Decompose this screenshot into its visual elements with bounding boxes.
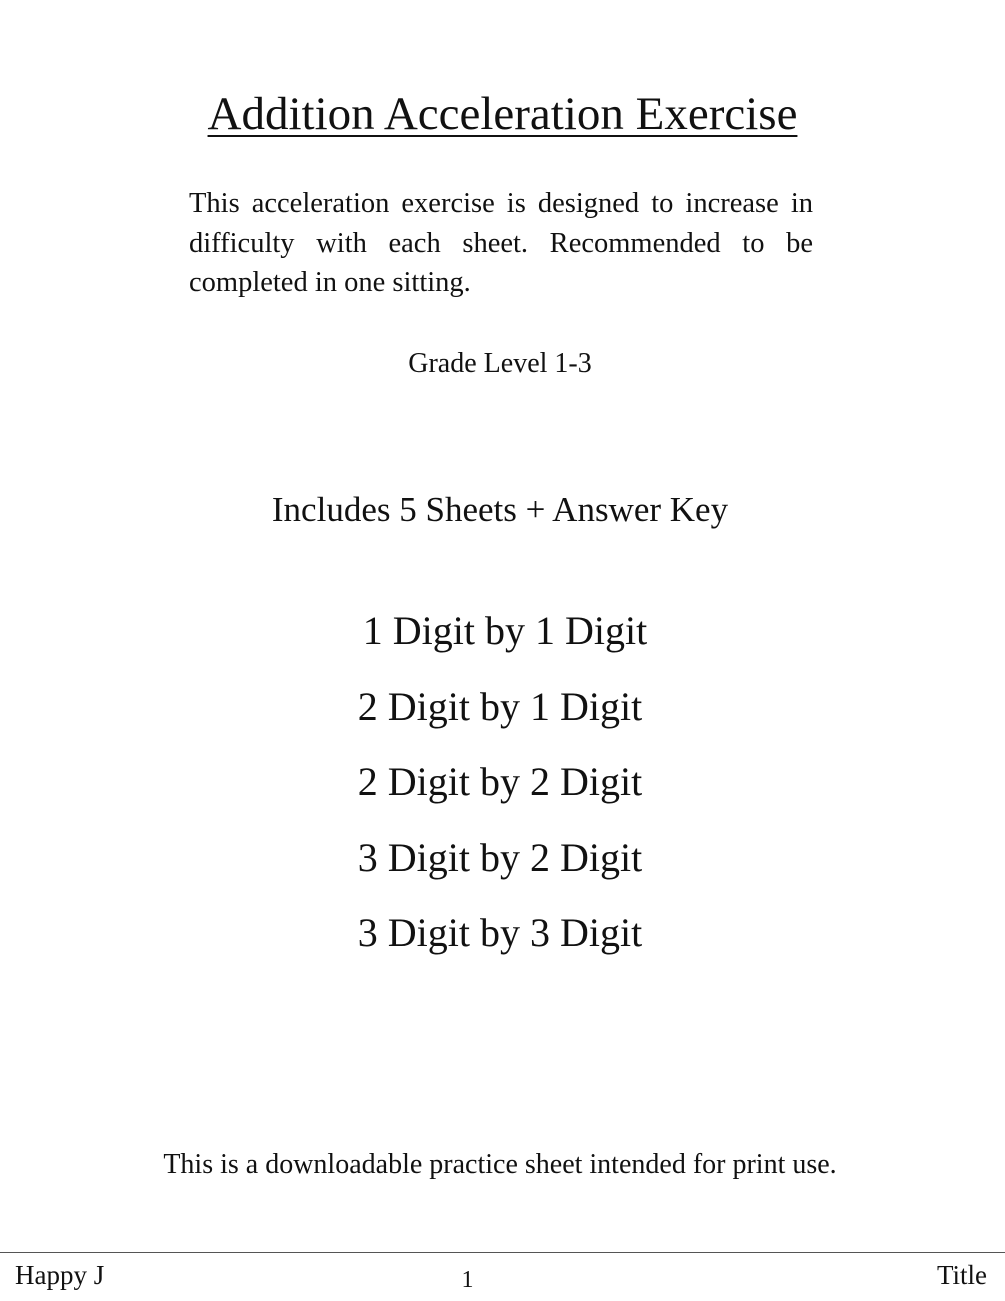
level-item: 3 Digit by 3 Digit — [357, 910, 643, 955]
page-number: 1 — [461, 1267, 474, 1293]
footer-title: Title — [936, 1260, 987, 1290]
level-item: 2 Digit by 2 Digit — [357, 759, 643, 804]
intro-paragraph: This acceleration exercise is designed to increase in difficulty with each sheet. Recommended to be completed in one sitting. — [189, 188, 813, 298]
footer-brand: Happy J — [15, 1260, 105, 1290]
level-item: 2 Digit by 1 Digit — [357, 683, 643, 729]
grade-level: Grade Level 1-3 — [408, 348, 592, 379]
difficulty-level-list — [0, 604, 1000, 982]
page-title-text: Addition Acceleration Exercise — [207, 88, 798, 140]
includes-summary: Includes 5 Sheets + Answer Key — [271, 490, 729, 529]
page-title — [0, 84, 1005, 144]
level-item: 3 Digit by 2 Digit — [357, 834, 643, 880]
level-item: 1 Digit by 1 Digit — [362, 608, 648, 653]
footer-divider — [0, 1252, 1005, 1253]
print-note: This is a downloadable practice sheet intended for print use. — [163, 1149, 837, 1180]
